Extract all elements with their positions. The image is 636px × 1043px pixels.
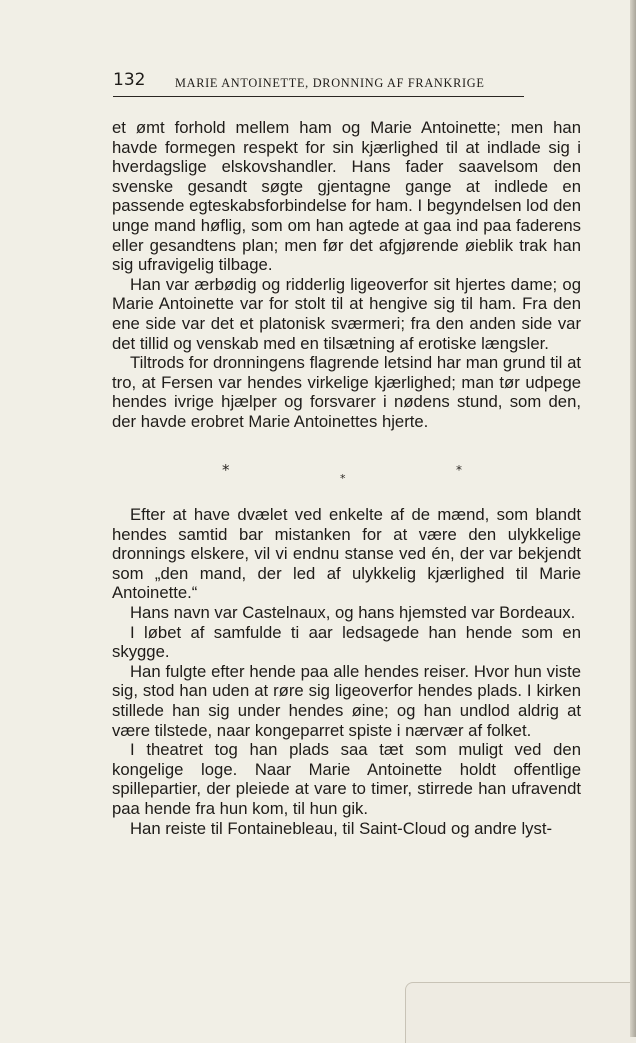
paragraph: Han var ærbødig og ridderlig ligeoverfor sit hjertes dame; og Marie Antoinette var for stolt til at hengive sig til ham. Fra den ene side var det et platonisk sværmeri; fra den anden side var det tillid og venskab med en tilsætning af erotiske længsler.	[112, 274, 581, 353]
running-head: MARIE ANTOINETTE, DRONNING AF FRANKRIGE	[175, 76, 485, 90]
page-edge	[630, 0, 636, 1037]
paragraph: Hans navn var Castelnaux, og hans hjemsted var Bordeaux.	[130, 602, 576, 622]
page-number: 132	[113, 70, 146, 90]
paragraph: Han fulgte efter hende paa alle hendes reiser. Hvor hun viste sig, stod han uden at røre sig ligeoverfor hendes plads. I kirken stillede han sig under hendes øine; og han undlod aldrig at være tilstede, naar kongeparret spiste i nærvær af folket.	[112, 661, 581, 740]
paragraph: I theatret tog han plads saa tæt som muligt ved den kongelige loge. Naar Marie Antoinette holdt offentlige spillepartier, der pleiede at vare to timer, stirrede han ufravendt paa hende fra hun kom, til hun gik.	[112, 740, 581, 818]
separator-asterisk-right: *	[456, 463, 462, 477]
text-section-1	[112, 118, 581, 432]
separator-asterisk-middle: *	[340, 472, 346, 485]
text-section-2	[112, 505, 581, 838]
paragraph: I løbet af samfulde ti aar ledsagede han hende som en skygge.	[112, 622, 581, 662]
paragraph: Efter at have dvælet ved enkelte af de mænd, som blandt hendes samtid bar mistanken for at være den ulykkelige dronnings elskere, vil vi endnu stanse ved én, der var bekjendt som „den mand, der led af ulykkelig kjærlighed til Marie Antoinette.“	[112, 505, 581, 603]
paragraph-continued: et ømt forhold mellem ham og Marie Antoinette; men han havde formegen respekt for sin kjærlighed til at indlade sig i hverdagslige elskovshandler. Hans fader saavelsom den svenske gesandt søgte gjentagne gange at indlede en passende egteskabsforbindelse for ham. I begyndelsen lod den unge mand høflig, som om han agtede at gaa ind paa faderens eller gesandtens plan; men før det afgjørende øieblik trak han sig ufravigelig tilbage.	[112, 118, 581, 275]
paragraph-continues: Han reiste til Fontainebleau, til Saint-Cloud og andre lyst-	[130, 818, 553, 838]
page-header	[113, 68, 524, 97]
separator-asterisk-left: *	[222, 461, 230, 479]
page-corner-mark	[405, 982, 636, 1043]
paragraph: Tiltrods for dronningens flagrende letsind har man grund til at tro, at Fersen var hendes virkelige kjærlighed; man tør udpege hendes ivrige hjælper og forsvarer i nødens stund, som den, der havde erobret Marie Antoinettes hjerte.	[112, 353, 581, 431]
